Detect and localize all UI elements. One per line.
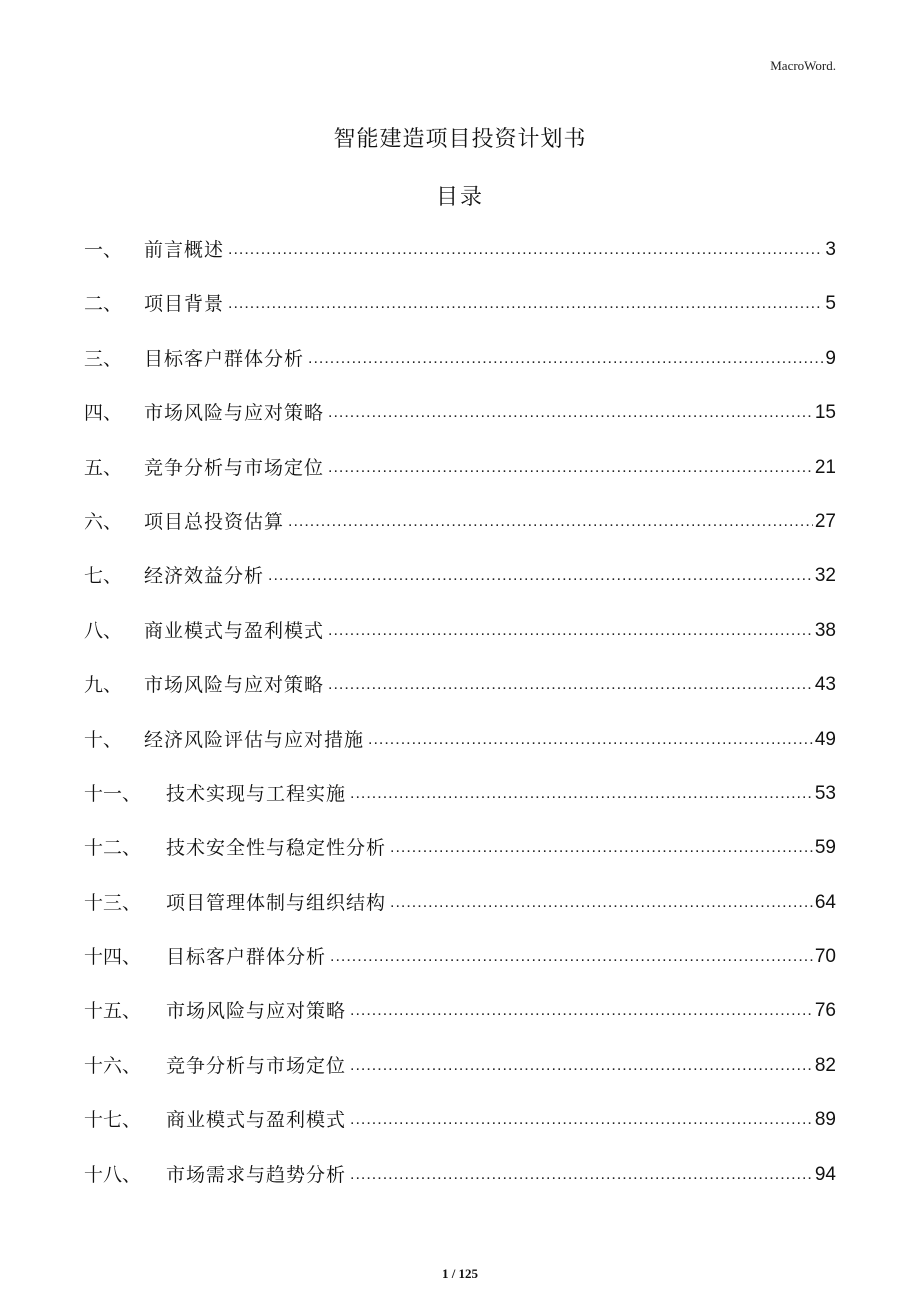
toc-entry-title: 目标客户群体分析	[166, 946, 327, 969]
toc-entry-number: 十三、	[84, 891, 142, 914]
toc-entry-number: 十一、	[84, 782, 142, 805]
toc-entry-page: 32	[814, 565, 836, 587]
toc-entry-page: 5	[825, 293, 836, 315]
toc-entry-title: 商业模式与盈利模式	[144, 619, 325, 642]
toc-entry-number: 八、	[84, 619, 123, 642]
toc-entry-page: 27	[814, 510, 836, 532]
toc-entry[interactable]	[84, 726, 836, 780]
toc-entry-number: 十八、	[84, 1163, 142, 1186]
toc-entry-title: 技术安全性与稳定性分析	[166, 837, 387, 860]
toc-entry-number: 三、	[84, 347, 123, 370]
header-brand: MacroWord.	[770, 58, 836, 73]
page-indicator: 1 / 125	[441, 1266, 479, 1281]
toc-dot-leader	[350, 780, 813, 808]
toc-entry-page: 9	[825, 347, 836, 369]
toc-entry-title: 市场风险与应对策略	[144, 674, 325, 697]
toc-entry[interactable]	[84, 562, 836, 616]
toc-entry[interactable]	[84, 1052, 836, 1106]
toc-entry-title: 竞争分析与市场定位	[166, 1054, 347, 1077]
toc-entry[interactable]	[84, 834, 836, 888]
toc-entry-number: 十七、	[84, 1109, 142, 1132]
toc-entry[interactable]	[84, 671, 836, 725]
toc-entry-title: 经济效益分析	[144, 565, 265, 588]
toc-dot-leader	[328, 617, 813, 645]
toc-entry-title: 商业模式与盈利模式	[166, 1109, 347, 1132]
toc-entry-number: 四、	[84, 402, 123, 425]
toc-dot-leader	[328, 399, 813, 427]
toc-entry-title: 项目背景	[144, 293, 225, 316]
toc-entry[interactable]	[84, 290, 836, 344]
toc-entry[interactable]	[84, 889, 836, 943]
toc-dot-leader	[350, 1052, 813, 1080]
toc-entry-title: 项目管理体制与组织结构	[166, 891, 387, 914]
toc-entry-number: 十四、	[84, 946, 142, 969]
toc-entry-page: 94	[814, 1163, 836, 1185]
toc-entry-number: 一、	[84, 239, 123, 261]
toc-entry-number: 十五、	[84, 1000, 142, 1023]
toc-heading: 目录	[435, 185, 484, 210]
toc-entry-page: 43	[814, 674, 836, 696]
toc-entry-page: 53	[814, 782, 836, 804]
toc-entry[interactable]	[84, 943, 836, 997]
toc-entry-page: 21	[814, 456, 836, 478]
toc-entry[interactable]	[84, 1161, 836, 1215]
toc-entry-number: 五、	[84, 456, 123, 479]
toc-entry[interactable]	[84, 1106, 836, 1160]
toc-dot-leader	[350, 1106, 813, 1134]
toc-entry[interactable]	[84, 236, 836, 290]
toc-entry-page: 76	[814, 1000, 836, 1022]
toc-entry[interactable]	[84, 345, 836, 399]
toc-entry-number: 十、	[84, 728, 123, 751]
toc-entry-number: 六、	[84, 510, 123, 533]
toc-entry-number: 七、	[84, 565, 123, 588]
toc-entry-number: 二、	[84, 293, 123, 316]
toc-entry[interactable]	[84, 780, 836, 834]
toc-dot-leader	[328, 454, 813, 482]
toc-entry[interactable]	[84, 508, 836, 562]
toc-entry-page: 15	[814, 402, 836, 424]
toc-dot-leader	[268, 562, 813, 590]
toc-entry-number: 十六、	[84, 1054, 142, 1077]
toc-dot-leader	[390, 834, 813, 862]
toc-entry-title: 市场需求与趋势分析	[166, 1163, 347, 1186]
toc-entry-page: 64	[814, 891, 836, 913]
toc-entry-page: 82	[814, 1054, 836, 1076]
toc-dot-leader	[328, 671, 813, 699]
toc-entry-title: 目标客户群体分析	[144, 347, 305, 370]
toc-dot-leader	[350, 1161, 813, 1189]
toc-entry-title: 技术实现与工程实施	[166, 782, 347, 805]
toc-entry-number: 十二、	[84, 837, 142, 860]
toc-dot-leader	[350, 997, 813, 1025]
toc-entry-page: 59	[814, 837, 836, 859]
toc-entry-page: 70	[814, 946, 836, 968]
toc-dot-leader	[368, 726, 813, 754]
toc-entry-title: 竞争分析与市场定位	[144, 456, 325, 479]
toc-dot-leader	[228, 290, 823, 318]
toc-entry-title: 前言概述	[144, 239, 225, 261]
toc-entry-title: 项目总投资估算	[144, 510, 285, 533]
toc-dot-leader	[288, 508, 813, 536]
toc-entry[interactable]	[84, 454, 836, 508]
toc-dot-leader	[330, 943, 813, 971]
document-title: 智能建造项目投资计划书	[333, 127, 587, 152]
toc-entry-page: 38	[814, 619, 836, 641]
toc-entry-title: 市场风险与应对策略	[144, 402, 325, 425]
table-of-contents	[84, 236, 836, 1215]
toc-entry-title: 市场风险与应对策略	[166, 1000, 347, 1023]
toc-entry-page: 3	[825, 239, 836, 260]
toc-dot-leader	[390, 889, 813, 917]
toc-dot-leader	[228, 236, 823, 264]
toc-entry[interactable]	[84, 399, 836, 453]
toc-entry-page: 89	[814, 1109, 836, 1131]
toc-entry[interactable]	[84, 997, 836, 1051]
toc-entry-title: 经济风险评估与应对措施	[144, 728, 365, 751]
toc-entry-number: 九、	[84, 674, 123, 697]
toc-entry-page: 49	[814, 728, 836, 750]
toc-entry[interactable]	[84, 617, 836, 671]
toc-dot-leader	[308, 345, 823, 373]
